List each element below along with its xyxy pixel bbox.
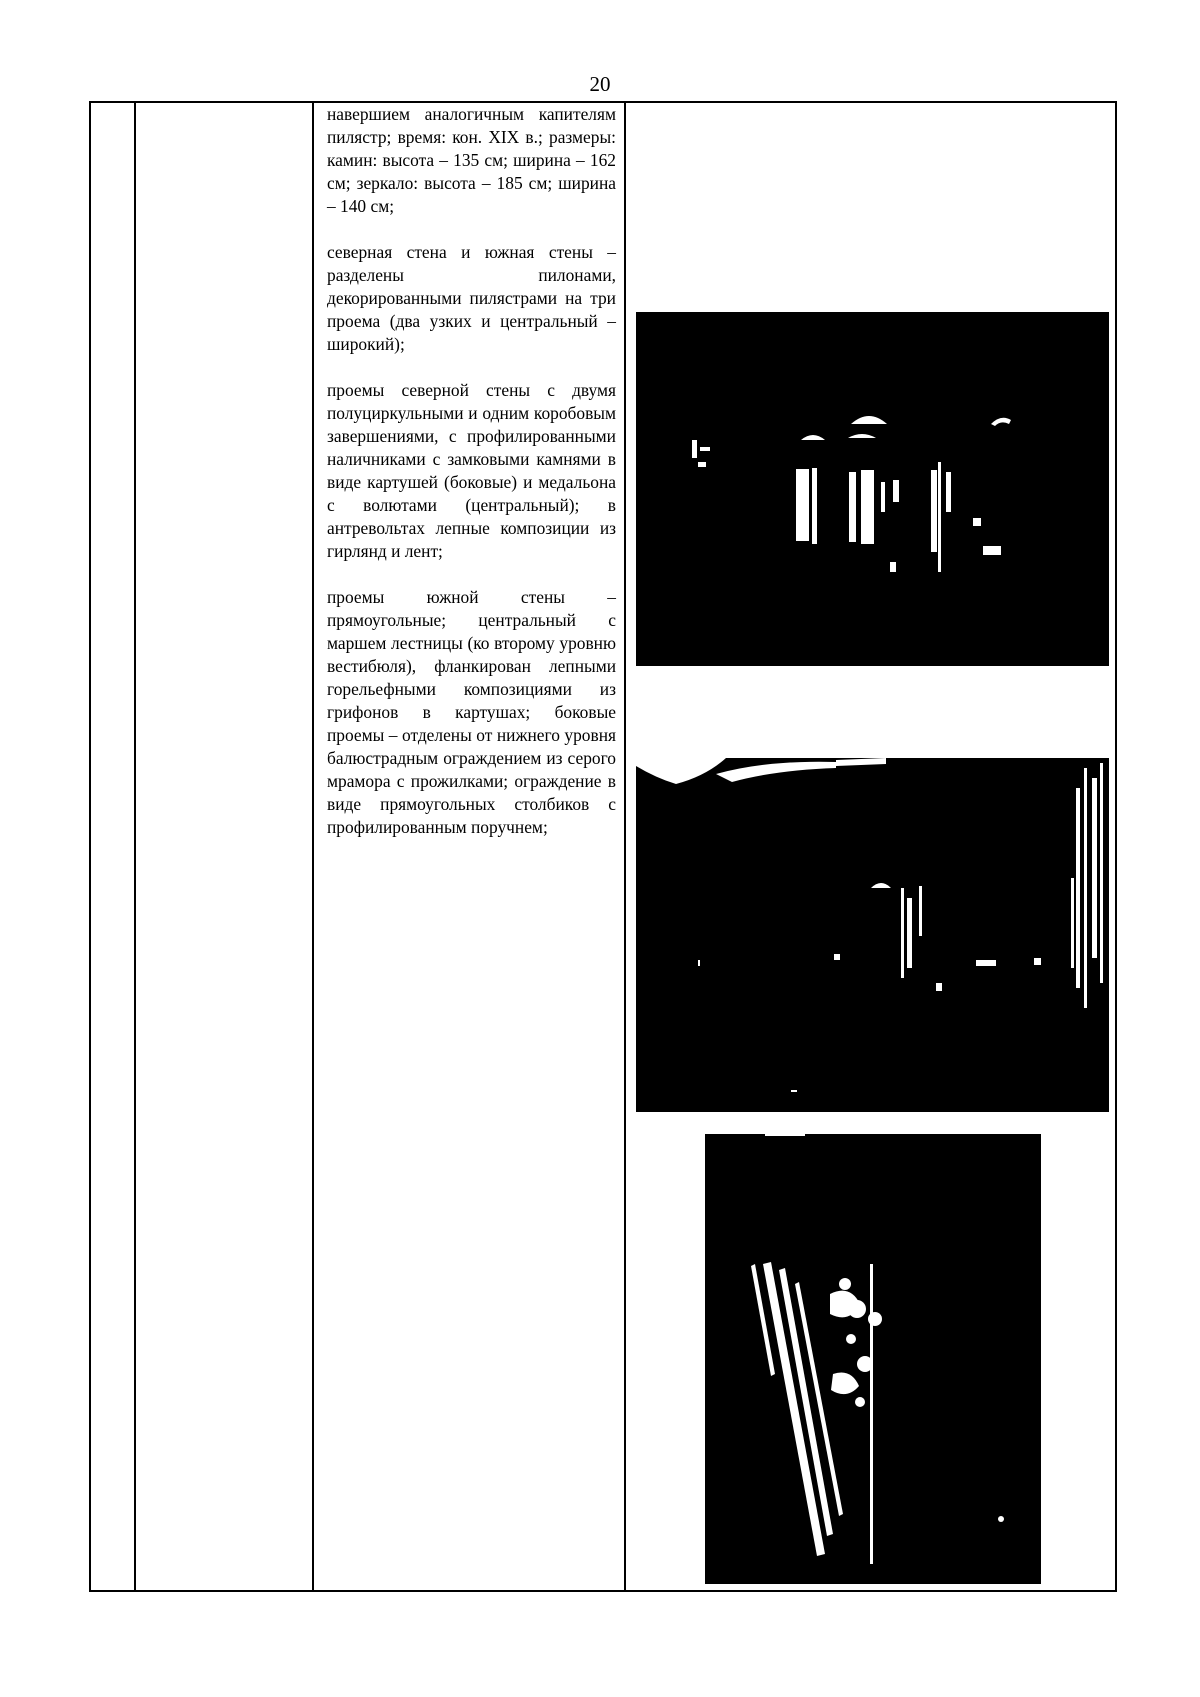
description-column	[327, 103, 616, 839]
text-line: композиции из гирлянд и лент;	[327, 518, 616, 561]
griffin-relief-detail-photo	[705, 1134, 1041, 1584]
text-line: (ко второму уровню вестибюля),	[327, 633, 616, 676]
paragraph-south-wall-openings	[327, 586, 616, 839]
text-line: прямоугольные;	[327, 610, 447, 630]
text-line: центральный с маршем лестницы	[327, 610, 616, 653]
text-line: центральный – широкий);	[327, 311, 616, 354]
text-line: профилированным поручнем;	[327, 817, 548, 837]
text-line: горельефными композициями из	[327, 679, 616, 699]
text-line: размеры: камин: высота – 135 см;	[327, 127, 616, 170]
inventory-table	[89, 101, 1117, 1592]
text-line: ограждением из серого мрамора с	[327, 748, 616, 791]
text-line: прямоугольных столбиков с	[380, 794, 616, 814]
text-line: – 185 см; ширина – 140 см;	[327, 173, 616, 216]
text-line: навершием аналогичным	[327, 104, 525, 124]
paragraph-fireplace-dimensions	[327, 103, 616, 218]
page-number: 20	[589, 72, 611, 96]
column-divider	[624, 103, 626, 1590]
text-line: (боковые) и медальона с	[327, 472, 616, 515]
photo-scan-graphic	[636, 758, 1109, 1112]
text-line: грифонов в картушах;	[327, 702, 531, 722]
text-line: боковые проемы – отделены от	[327, 702, 616, 745]
photo-scan-graphic	[705, 1134, 1041, 1584]
text-line: камнями в виде картушей	[327, 449, 616, 492]
text-line: наличниками с замковыми	[327, 449, 530, 469]
text-line: декорированными пилястрами на	[327, 288, 583, 308]
text-line: время: кон. XIX в.;	[397, 127, 543, 147]
text-line: нижнего уровня балюстрадным	[327, 725, 617, 768]
text-line: прожилками; ограждение в виде	[327, 771, 616, 814]
text-line: разделены пилонами,	[327, 265, 616, 285]
text-line: полуциркульными и одним	[327, 403, 530, 423]
text-line: волютами (центральный); в	[363, 495, 616, 515]
text-line: проемы южной стены –	[327, 587, 616, 607]
photo-scan-graphic	[636, 312, 1109, 666]
south-wall-staircase-photo	[636, 758, 1109, 1112]
text-line: ширина – 162 см; зеркало: высота	[327, 150, 616, 193]
text-line: профилированными	[467, 426, 616, 446]
text-line: северная стена и южная стены –	[327, 242, 616, 262]
text-line: коробовым завершениями, с	[327, 403, 616, 446]
text-line: три проема (два узких и	[327, 288, 616, 331]
text-line: фланкирован лепными	[434, 656, 616, 676]
text-line: антревольтах лепные	[327, 518, 490, 538]
paragraph-north-wall-openings	[327, 379, 616, 563]
text-line: капителям пилястр;	[327, 104, 616, 147]
north-wall-openings-photo	[636, 312, 1109, 666]
paragraph-walls-division	[327, 241, 616, 356]
column-divider	[134, 103, 136, 1590]
text-line: проемы северной стены с двумя	[327, 380, 616, 400]
column-divider	[312, 103, 314, 1590]
